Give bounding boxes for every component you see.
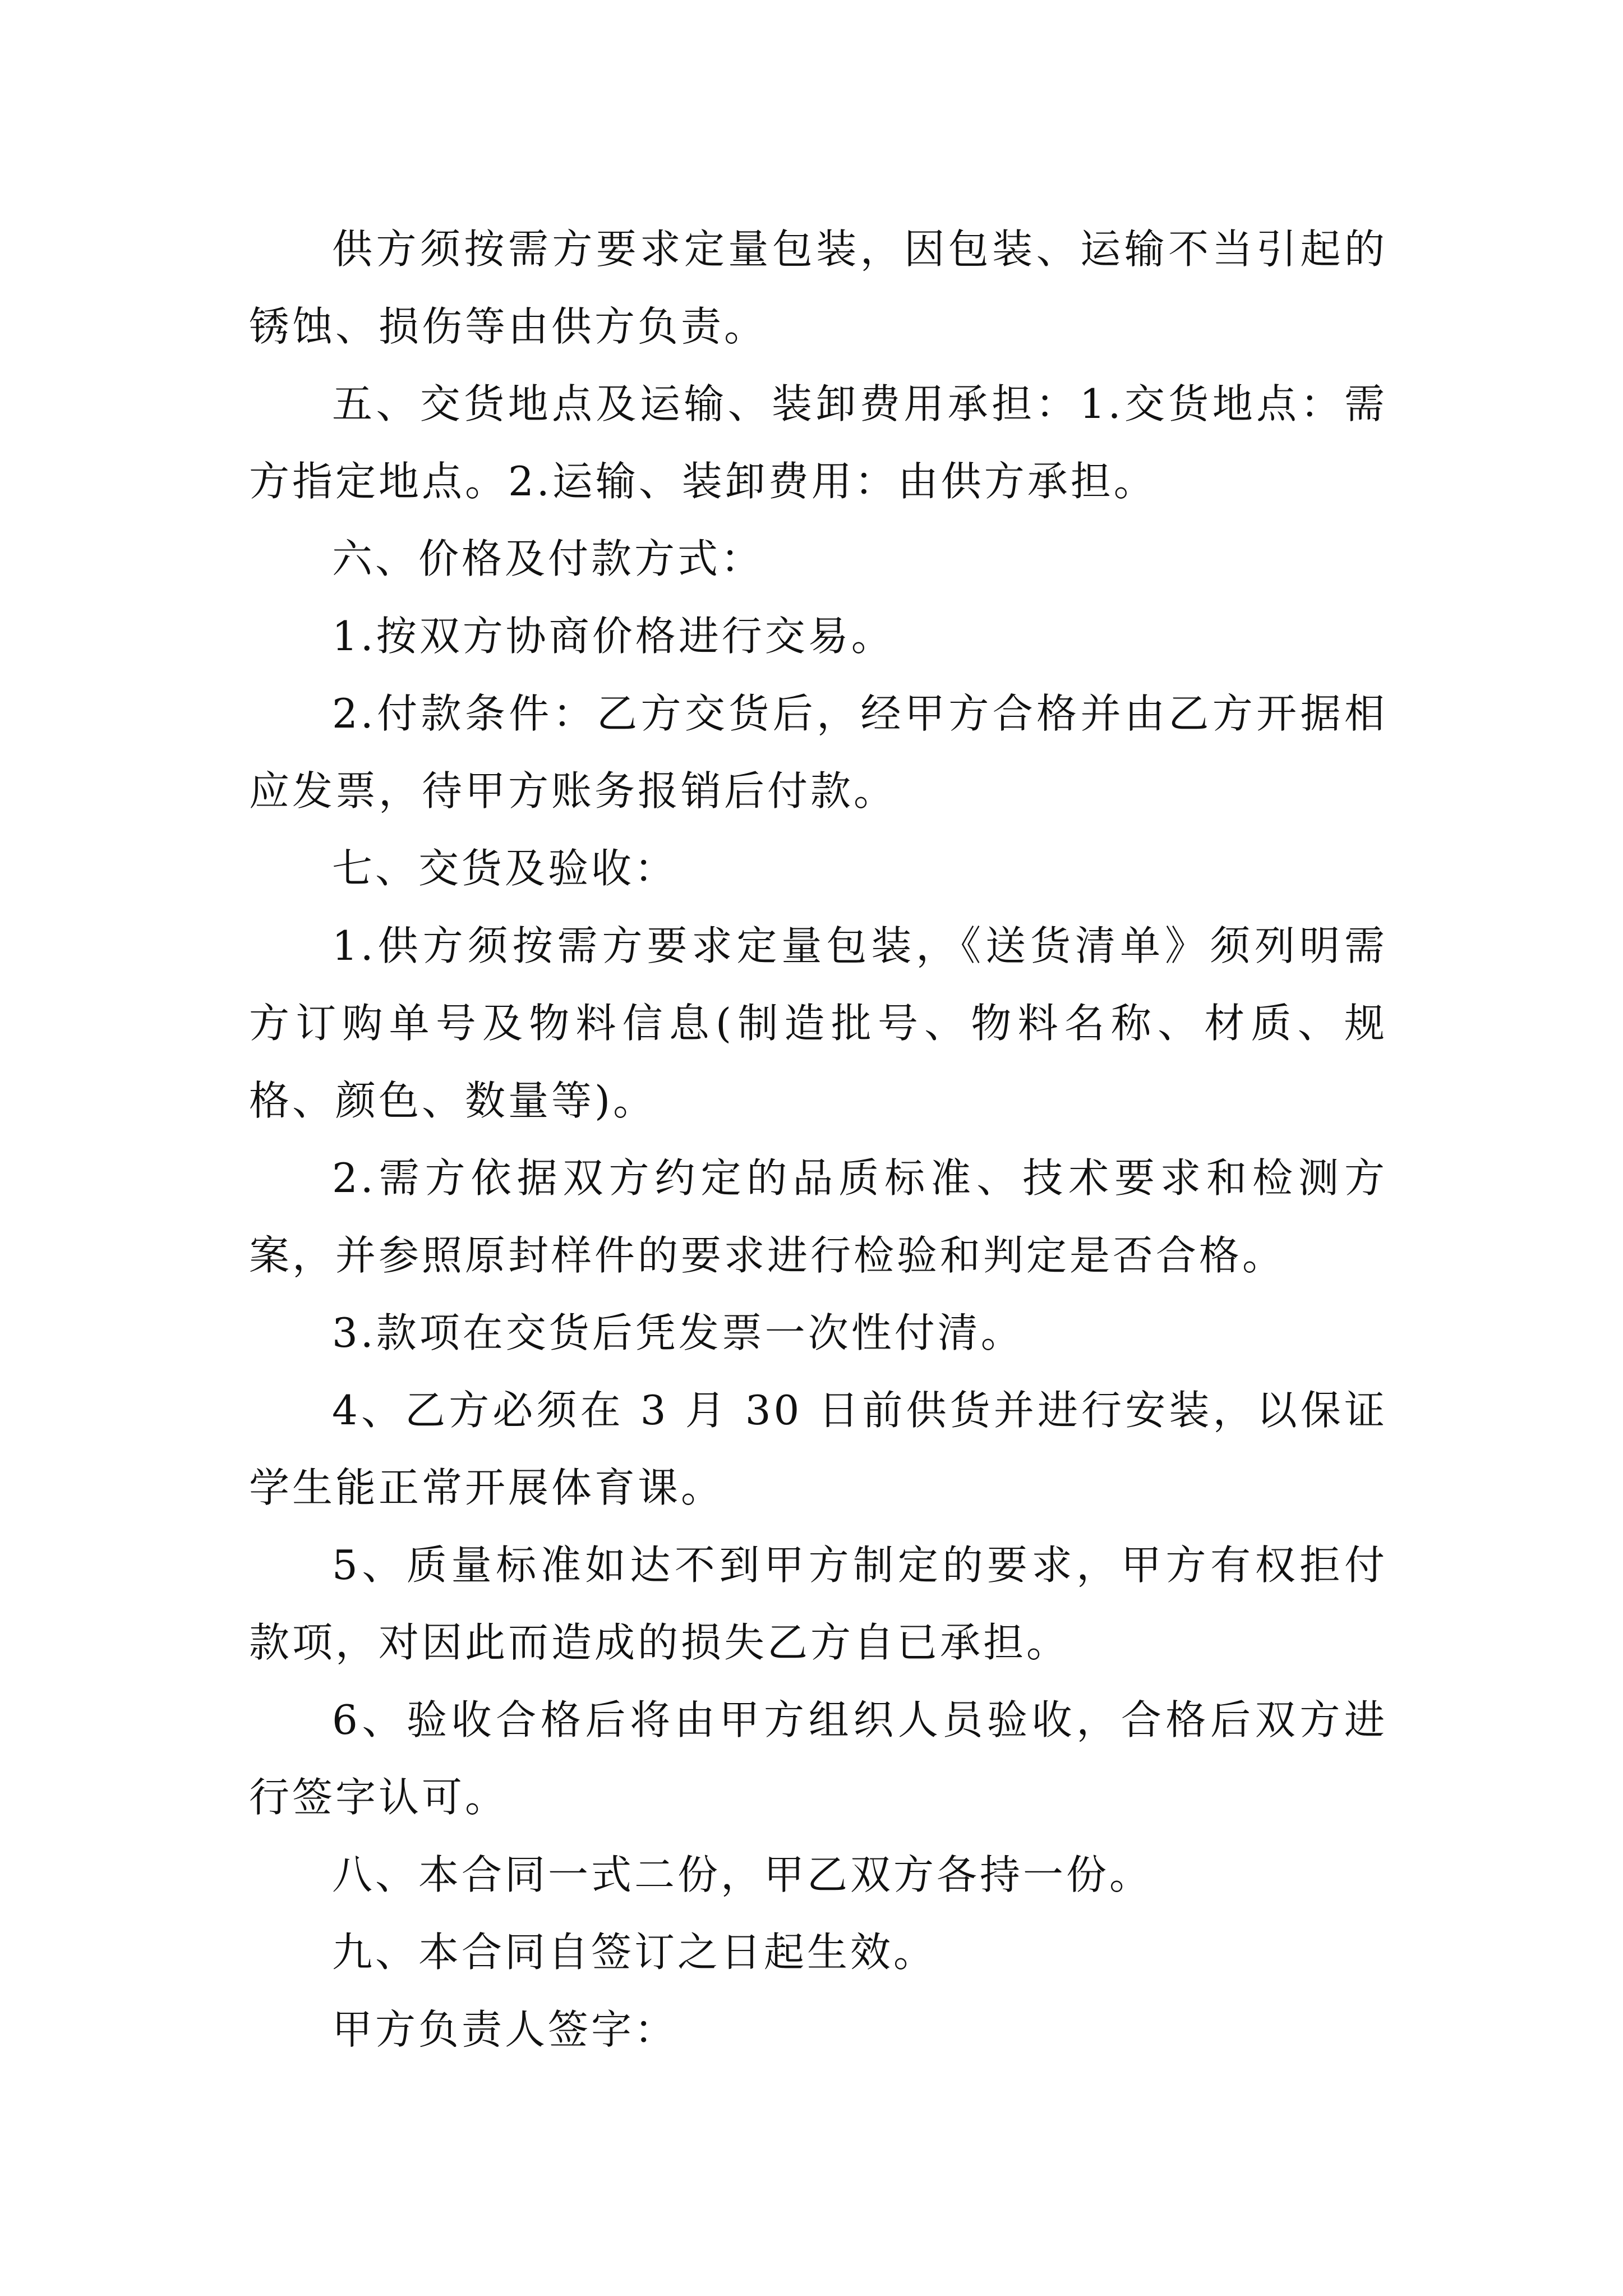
paragraph-packaging: 供方须按需方要求定量包装，因包装、运输不当引起的锈蚀、损伤等由供方负责。 <box>249 226 1387 350</box>
heading-delivery-acceptance: 七、交货及验收： <box>332 845 678 892</box>
contract-body <box>249 210 1387 2068</box>
paragraph-delivery-location: 五、交货地点及运输、装卸费用承担：1.交货地点：需方指定地点。2.运输、装卸费用：由供方承担。 <box>249 380 1387 505</box>
paragraph-inspection: 2.需方依据双方约定的品质标准、技术要求和检测方案，并参照原封样件的要求进行检验和判定是否合格。 <box>249 1154 1387 1279</box>
paragraph-quality-standard: 5、质量标准如达不到甲方制定的要求，甲方有权拒付款项，对因此而造成的损失乙方自已承担。 <box>249 1542 1387 1666</box>
paragraph-payment-terms: 2.付款条件：乙方交货后，经甲方合格并由乙方开据相应发票，待甲方账务报销后付款。 <box>249 690 1387 815</box>
paragraph-price: 1.按双方协商价格进行交易。 <box>332 613 895 660</box>
paragraph-delivery-list: 1.供方须按需方要求定量包装，《送货清单》须列明需方订购单号及物料信息(制造批号、物料名称、材质、规格、颜色、数量等)。 <box>249 922 1387 1124</box>
paragraph-delivery-deadline: 4、乙方必须在 3 月 30 日前供货并进行安装，以保证学生能正常开展体育课。 <box>249 1387 1387 1511</box>
paragraph-acceptance-signoff: 6、验收合格后将由甲方组织人员验收，合格后双方进行签字认可。 <box>249 1696 1387 1821</box>
paragraph-settlement: 3.款项在交货后凭发票一次性付清。 <box>332 1309 1024 1356</box>
paragraph-copies: 八、本合同一式二份，甲乙双方各持一份。 <box>332 1851 1153 1898</box>
party-a-signature-label: 甲方负责人签字： <box>332 2006 678 2053</box>
paragraph-effective-date: 九、本合同自签订之日起生效。 <box>332 1929 937 1976</box>
heading-price-payment: 六、价格及付款方式： <box>332 535 764 582</box>
